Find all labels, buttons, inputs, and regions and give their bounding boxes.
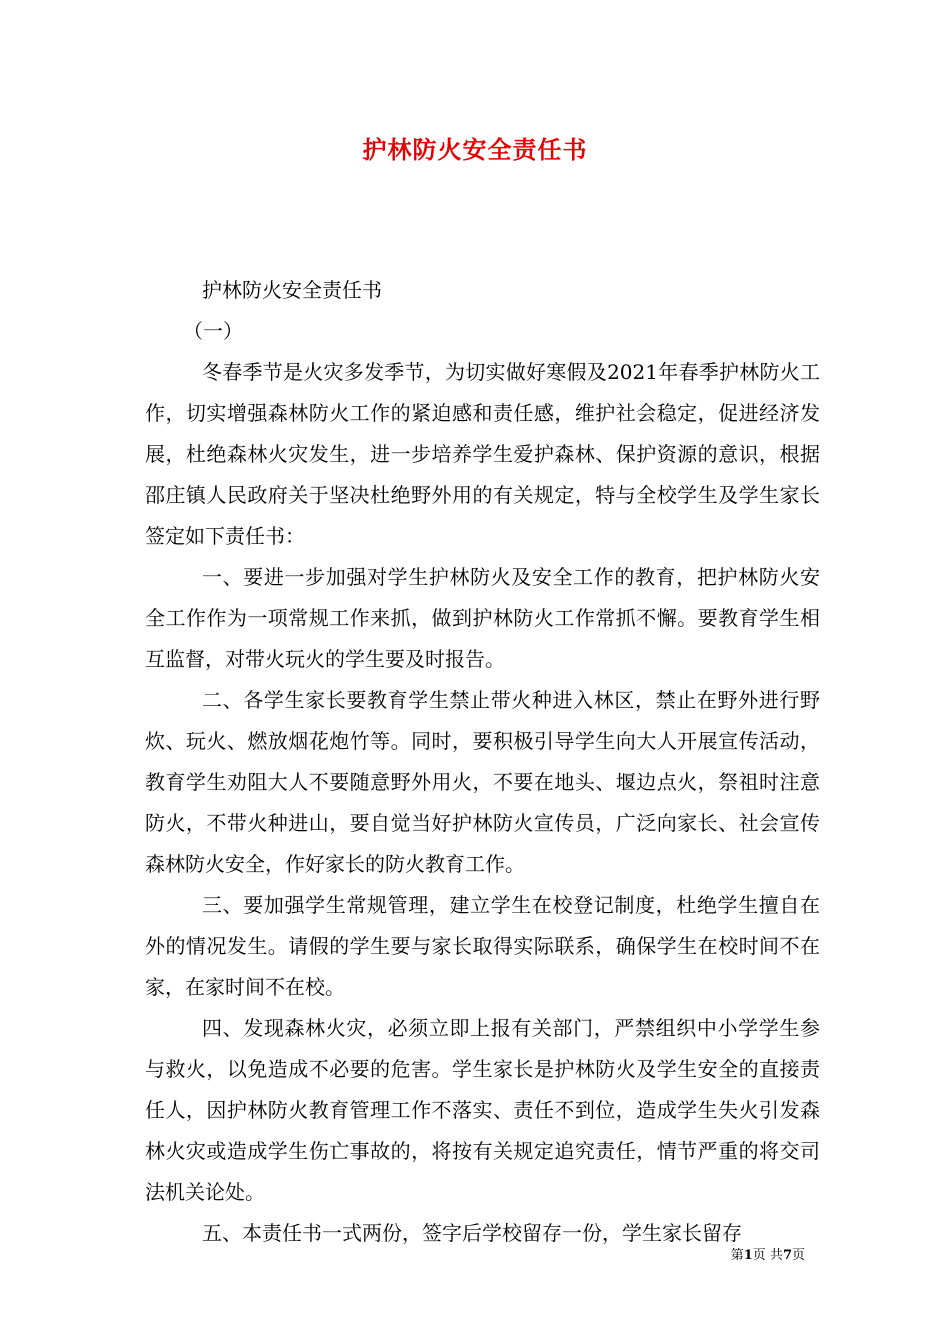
section-marker: （一） — [183, 319, 243, 343]
paragraph-item-5: 五、本责任书一式两份，签字后学校留存一份，学生家长留存 — [202, 1221, 742, 1245]
paragraph-item-3: 三、要加强学生常规管理，建立学生在校登记制度，杜绝学生擅自在外的情况发生。请假的学生要与家长取得实际联系，确保学生在校时间不在家，在家时间不在校。 — [145, 893, 820, 999]
page-middle: 页 共 — [752, 1248, 783, 1263]
total-pages: 7 — [782, 1248, 792, 1263]
document-title: 护林防火安全责任书 — [362, 135, 588, 164]
document-heading: 护林防火安全责任书 — [202, 278, 382, 302]
document-body — [145, 270, 820, 1254]
paragraph-intro: 冬春季节是火灾多发季节，为切实做好寒假及2021年春季护林防火工作，切实增强森林防火工作的紧迫感和责任感，维护社会稳定，促进经济发展，杜绝森林火灾发生，进一步培养学生爱护森林、保护资源的意识，根据邵庄镇人民政府关于坚决杜绝野外用的有关规定，特与全校学生及学生家长签定如下责任书： — [145, 360, 820, 548]
paragraph-item-1: 一、要进一步加强对学生护林防火及安全工作的教育，把护林防火安全工作作为一项常规工作来抓，做到护林防火工作常抓不懈。要教育学生相互监督，对带火玩火的学生要及时报告。 — [145, 565, 820, 671]
page-number — [731, 1247, 805, 1265]
paragraph-item-2: 二、各学生家长要教育学生禁止带火种进入林区，禁止在野外进行野炊、玩火、燃放烟花炮竹等。同时，要积极引导学生向大人开展宣传活动，教育学生劝阻大人不要随意野外用火，不要在地头、堰边点火，祭祖时注意防火，不带火种进山，要自觉当好护林防火宣传员，广泛向家长、社会宣传森林防火安全，作好家长的防火教育工作。 — [145, 688, 820, 876]
current-page: 1 — [743, 1248, 753, 1263]
page-prefix: 第 — [730, 1248, 744, 1263]
page-suffix: 页 — [791, 1248, 805, 1263]
paragraph-item-4: 四、发现森林火灾，必须立即上报有关部门，严禁组织中小学学生参与救火，以免造成不必要的危害。学生家长是护林防火及学生安全的直接责任人，因护林防火教育管理工作不落实、责任不到位，造成学生失火引发森林火灾或造成学生伤亡事故的，将按有关规定追究责任，情节严重的将交司法机关论处。 — [145, 1016, 820, 1204]
